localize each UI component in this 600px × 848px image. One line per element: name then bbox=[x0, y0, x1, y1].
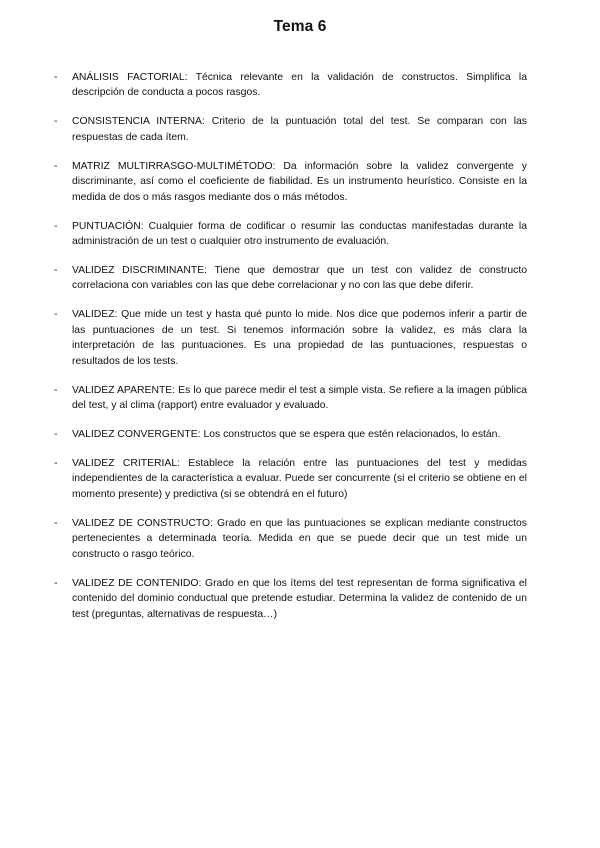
bullet-dash: - bbox=[54, 116, 58, 128]
bullet-dash: - bbox=[54, 309, 58, 321]
glossary-item-text: MATRIZ MULTIRRASGO-MULTIMÉTODO: Da información sobre la validez convergente y discriminante, así como el coeficiente de fiabilidad. Es un instrumento heurístico. Consiste en la medida de dos o más rasgos mediante dos o más métodos. bbox=[72, 160, 527, 203]
bullet-dash: - bbox=[54, 72, 58, 83]
glossary-item bbox=[54, 263, 527, 294]
glossary-item bbox=[54, 307, 527, 369]
bullet-dash: - bbox=[54, 429, 58, 441]
bullet-dash: - bbox=[54, 220, 58, 232]
glossary-item-text: VALIDEZ: Que mide un test y hasta qué punto lo mide. Nos dice que podemos inferir a partir de las puntuaciones de un test. Si tenemos información sobre la validez, es más clara la interpretación de las puntuaciones. Es una propiedad de las puntuaciones, respuestas o resultados de los tests. bbox=[72, 309, 527, 367]
glossary-item bbox=[54, 159, 527, 205]
glossary-item-text: VALIDEZ DISCRIMINANTE: Tiene que demostrar que un test con validez de constructo correlaciona con variables con las que debe correlacionar y no con las que debe diferir. bbox=[72, 265, 527, 292]
glossary-item-text: CONSISTENCIA INTERNA: Criterio de la puntuación total del test. Se comparan con las respuestas de cada ítem. bbox=[72, 116, 527, 143]
glossary-item-text: VALIDEZ CRITERIAL: Establece la relación entre las puntuaciones del test y medidas independientes de la característica a evaluar. Puede ser concurrente (si el criterio se obtiene en el momento presente) y predictiva (si se obtendrá en el futuro) bbox=[72, 458, 527, 500]
glossary-item-text: ANÁLISIS FACTORIAL: Técnica relevante en la validación de constructos. Simplifica la descripción de conducta a pocos rasgos. bbox=[72, 72, 527, 99]
bullet-dash: - bbox=[54, 517, 58, 529]
bullet-dash: - bbox=[54, 577, 58, 589]
glossary-item bbox=[54, 114, 527, 145]
glossary-item bbox=[54, 219, 527, 250]
glossary-item-text: VALIDEZ DE CONSTRUCTO: Grado en que las puntuaciones se explican mediante constructos pertenecientes a determinada teoría. Medida en que se puede decir que un test mide un constructo o rasgo teórico. bbox=[72, 517, 527, 560]
glossary-item bbox=[54, 456, 527, 502]
bullet-dash: - bbox=[54, 384, 58, 396]
bullet-dash: - bbox=[54, 458, 58, 470]
glossary-item bbox=[54, 70, 527, 101]
glossary-item-text: PUNTUACIÓN: Cualquier forma de codificar o resumir las conductas manifestadas durante la administración de un test o cualquier otro instrumento de evaluación. bbox=[72, 220, 527, 248]
glossary-item-text: VALIDEZ CONVERGENTE: Los constructos que se espera que estén relacionados, lo están. bbox=[72, 429, 501, 441]
page-title: Tema 6 bbox=[273, 18, 327, 35]
bullet-dash: - bbox=[54, 265, 58, 277]
glossary-list bbox=[54, 70, 527, 636]
glossary-item bbox=[54, 516, 527, 562]
glossary-item-text: VALIDEZ APARENTE: Es lo que parece medir el test a simple vista. Se refiere a la imagen pública del test, y al clima (rapport) entre evaluador y evaluado. bbox=[72, 384, 527, 412]
glossary-item bbox=[54, 383, 527, 414]
glossary-item-text: VALIDEZ DE CONTENIDO: Grado en que los ítems del test representan de forma significativa el contenido del dominio conductual que pretende estudiar. Determina la validez de contenido de un test (preguntas, alternativas de respuesta…) bbox=[72, 577, 527, 620]
glossary-item bbox=[54, 427, 527, 442]
glossary-item bbox=[54, 576, 527, 622]
bullet-dash: - bbox=[54, 160, 58, 172]
